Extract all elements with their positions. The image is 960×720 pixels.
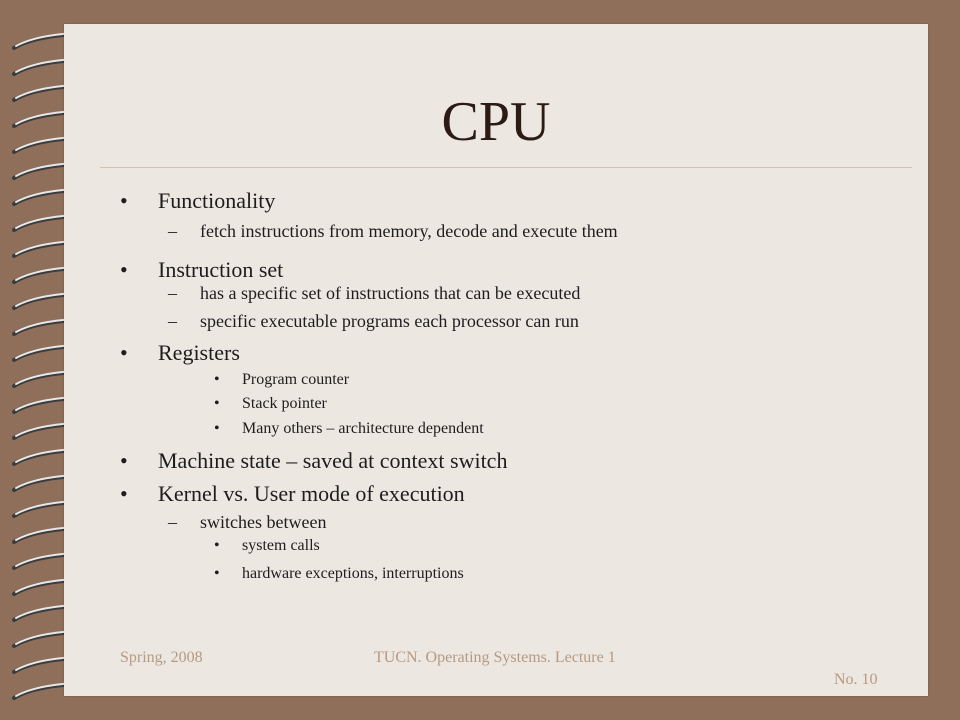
bullet-list bbox=[64, 24, 928, 696]
bullet-marker: • bbox=[214, 420, 220, 437]
bullet-text: hardware exceptions, interruptions bbox=[242, 565, 464, 582]
bullet-marker: • bbox=[214, 395, 220, 412]
bullet-text: Stack pointer bbox=[242, 395, 327, 412]
bullet-text: fetch instructions from memory, decode and execute them bbox=[200, 221, 618, 241]
bullet-text: has a specific set of instructions that can be executed bbox=[200, 283, 581, 303]
bullet-marker: • bbox=[214, 371, 220, 388]
bullet-text: Functionality bbox=[158, 188, 276, 213]
bullet-text: switches between bbox=[200, 512, 327, 532]
bullet-marker: • bbox=[120, 448, 128, 473]
bullet-marker: • bbox=[120, 340, 128, 365]
bullet-text: Many others – architecture dependent bbox=[242, 420, 484, 437]
bullet-marker: – bbox=[168, 512, 177, 532]
bullet-marker: – bbox=[168, 283, 177, 303]
bullet-marker: • bbox=[214, 565, 220, 582]
slide-title: CPU bbox=[441, 91, 551, 153]
footer-date: Spring, 2008 bbox=[120, 649, 203, 666]
bullet-text: system calls bbox=[242, 537, 320, 554]
footer-slide-number: No. 10 bbox=[834, 671, 878, 688]
bullet-text: Instruction set bbox=[158, 257, 284, 282]
bullet-text: Registers bbox=[158, 340, 240, 365]
bullet-marker: • bbox=[120, 188, 128, 213]
bullet-text: Machine state – saved at context switch bbox=[158, 448, 508, 473]
bullet-text: Kernel vs. User mode of execution bbox=[158, 481, 465, 506]
bullet-marker: – bbox=[168, 221, 177, 241]
bullet-marker: • bbox=[120, 481, 128, 506]
slide-page bbox=[64, 24, 928, 696]
bullet-marker: • bbox=[120, 257, 128, 282]
bullet-text: specific executable programs each processor can run bbox=[200, 311, 579, 331]
bullet-marker: – bbox=[168, 311, 177, 331]
footer-course: TUCN. Operating Systems. Lecture 1 bbox=[374, 649, 616, 666]
bullet-text: Program counter bbox=[242, 371, 350, 388]
bullet-marker: • bbox=[214, 537, 220, 554]
